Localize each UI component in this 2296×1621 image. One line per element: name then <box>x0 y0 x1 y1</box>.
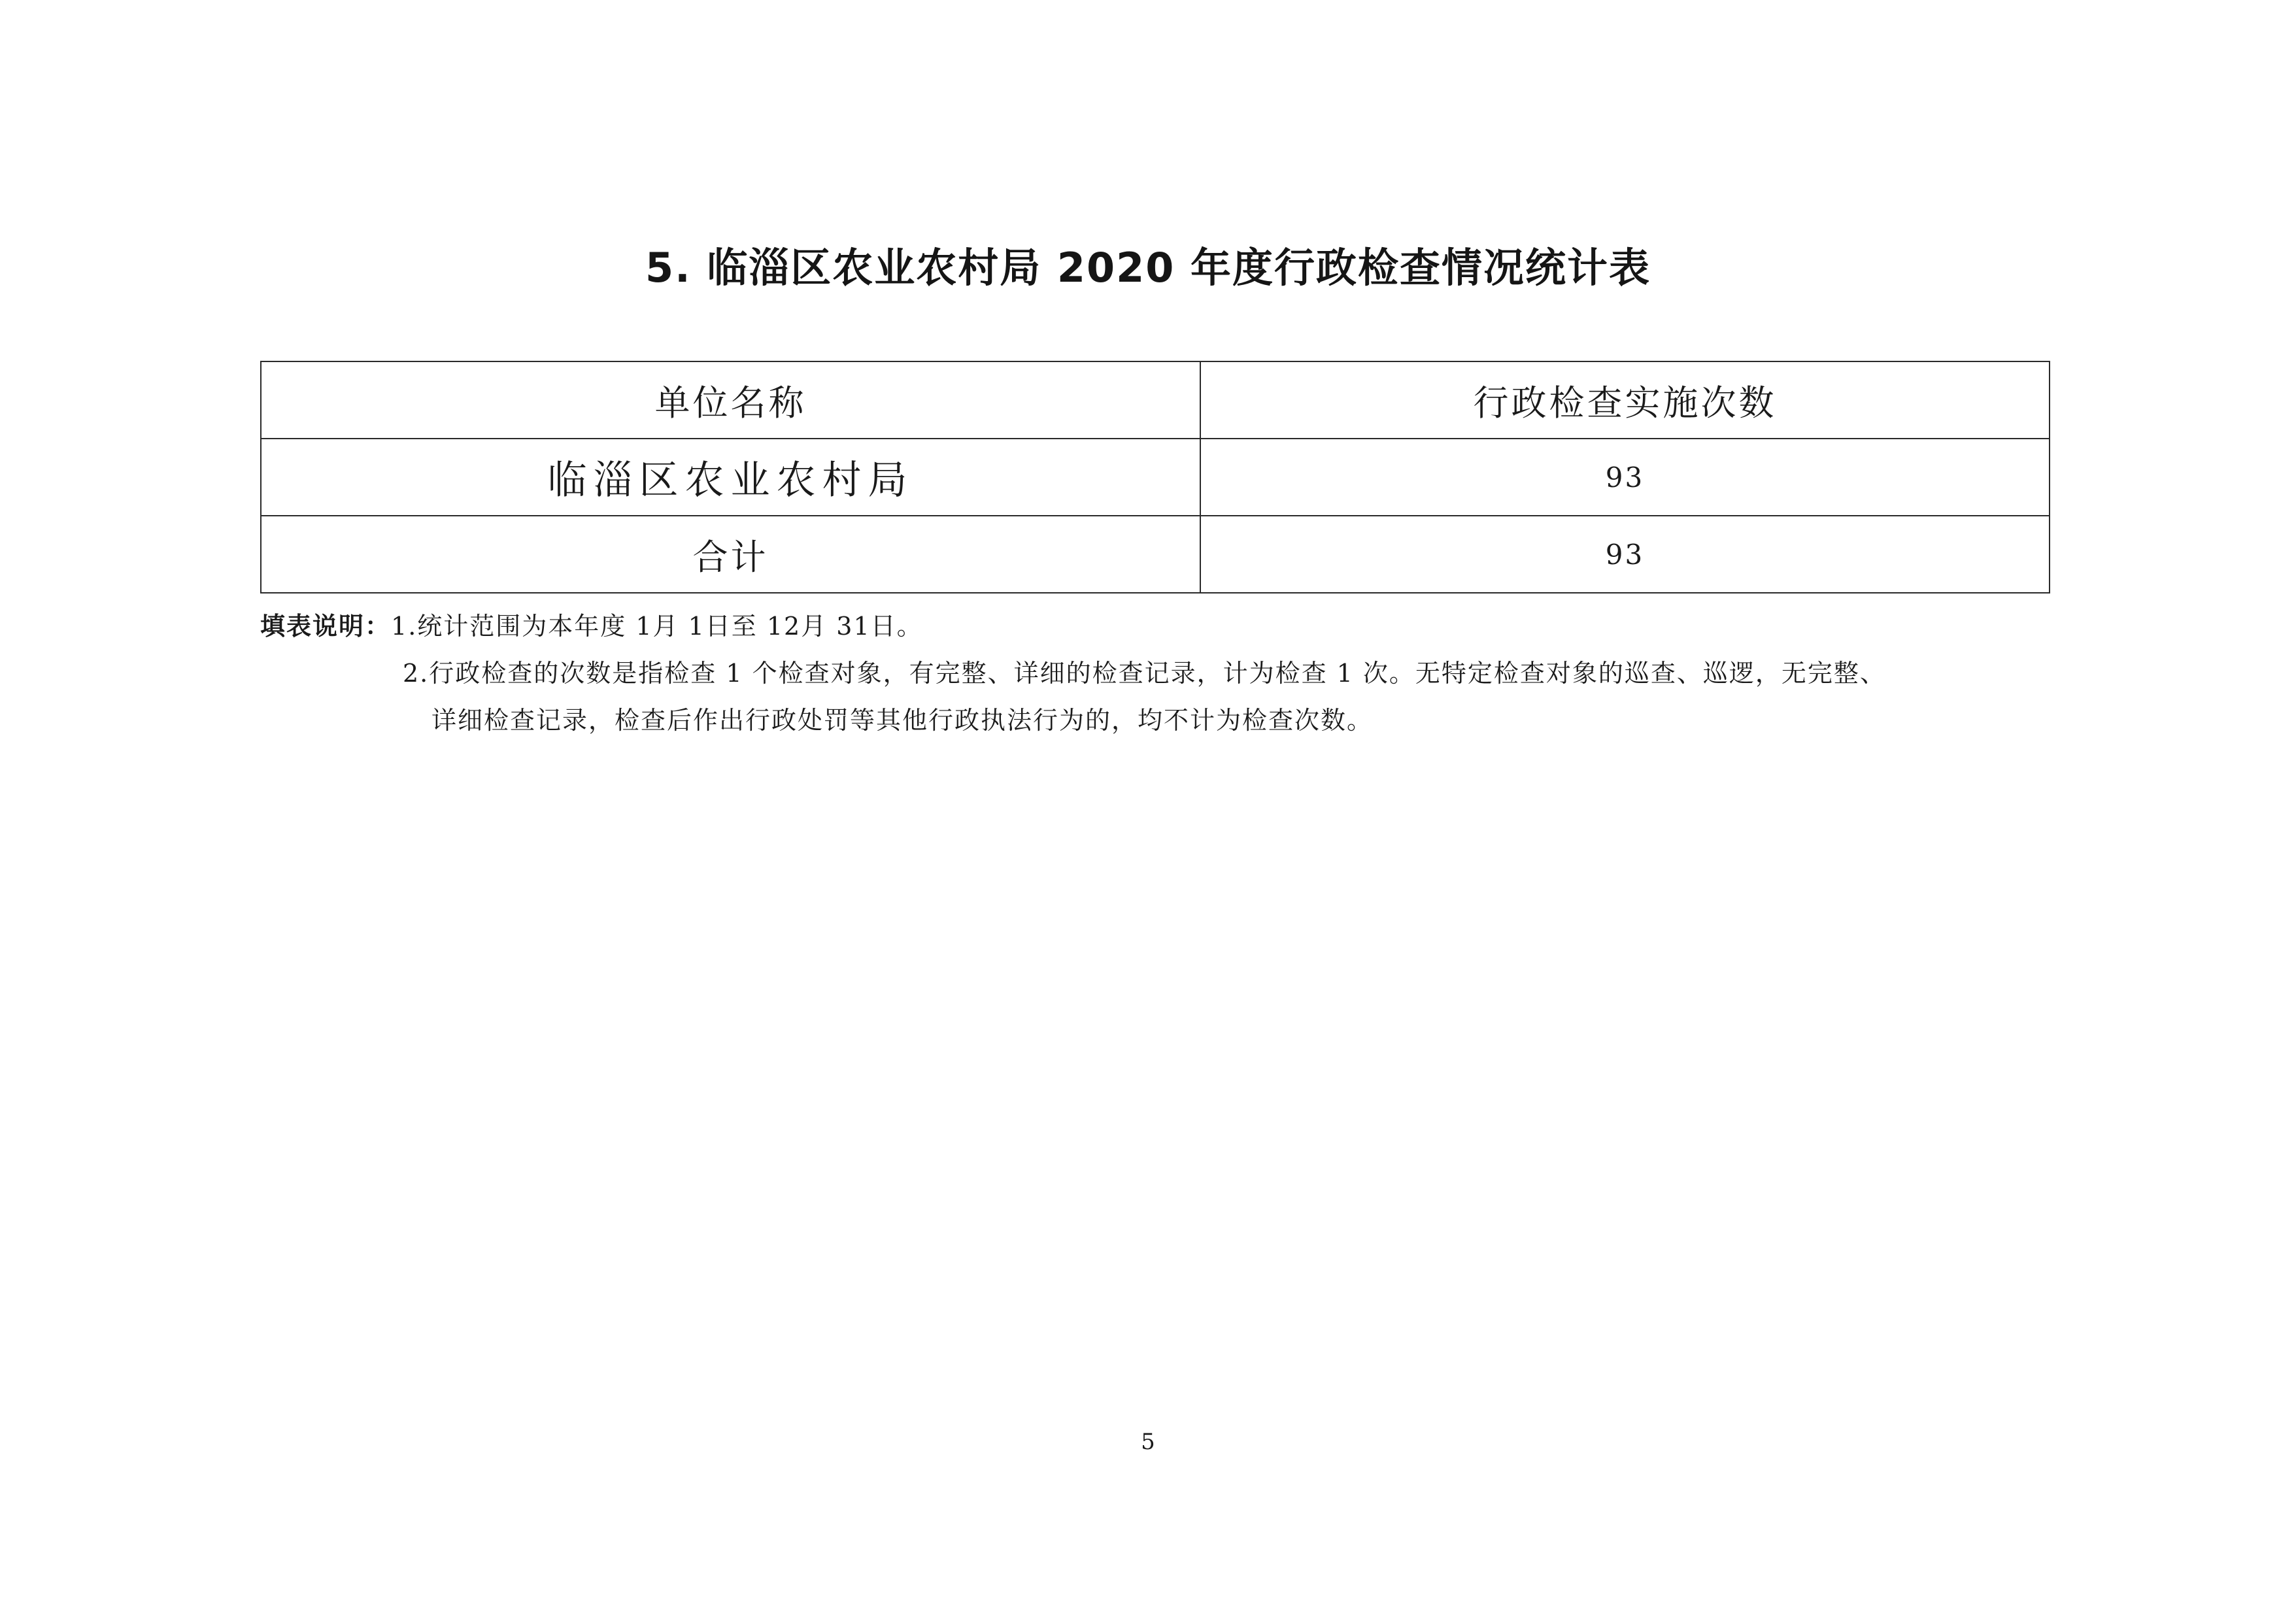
table-total-row <box>261 516 2050 593</box>
unit-name-cell: 临淄区农业农村局 <box>261 439 1200 516</box>
note-line-1 <box>260 603 2058 650</box>
note-text-1: 1.统计范围为本年度 1月 1日至 12月 31日。 <box>391 612 923 641</box>
total-label-cell: 合计 <box>261 516 1200 593</box>
notes-label: 填表说明： <box>260 612 392 641</box>
total-count-cell: 93 <box>1200 516 2050 593</box>
page-title: 5. 临淄区农业农村局 2020 年度行政检查情况统计表 <box>645 244 1651 292</box>
page-number: 5 <box>1141 1429 1155 1455</box>
inspection-stats-table <box>260 361 2050 593</box>
fill-instructions <box>260 603 2058 744</box>
table-header-row <box>261 361 2050 439</box>
header-inspection-count: 行政检查实施次数 <box>1200 361 2050 439</box>
table-row <box>261 439 2050 516</box>
inspection-count-cell: 93 <box>1200 439 2050 516</box>
note-line-2: 2.行政检查的次数是指检查 1 个检查对象，有完整、详细的检查记录，计为检查 1 次。无特定检查对象的巡查、巡逻，无完整、 <box>403 659 1886 688</box>
note-line-3: 详细检查记录，检查后作出行政处罚等其他行政执法行为的，均不计为检查次数。 <box>431 706 1374 735</box>
header-unit-name: 单位名称 <box>261 361 1200 439</box>
